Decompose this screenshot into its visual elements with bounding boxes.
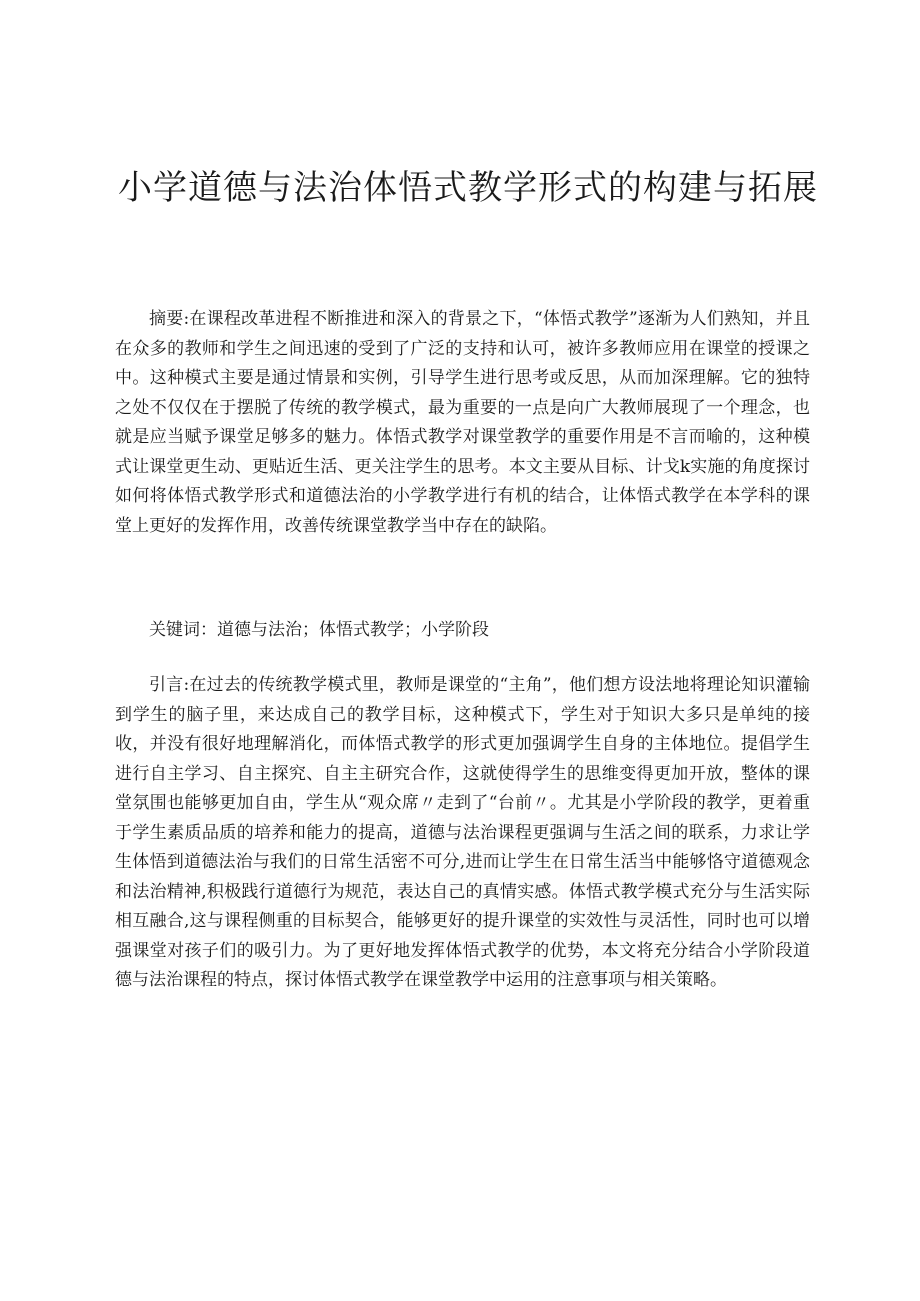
keywords-line: 关键词：道德与法治；体悟式教学；小学阶段 bbox=[149, 620, 489, 640]
introduction-paragraph: 引言:在过去的传统教学模式里，教师是课堂的“主角”，他们想方设法地将理论知识灌输到学生的脑子里，来达成自己的教学目标，这种模式下，学生对于知识大多只是单纯的接收，并没有很好地理解消化，而体悟式教学的形式更加强调学生自身的主体地位。提倡学生进行自主学习、自主探究、自主主研究合作，这就使得学生的思维变得更加开放，整体的课堂氛围也能够更加自由，学生从“观众席〃走到了“台前〃。尤其是小学阶段的教学，更着重于学生素质品质的培养和能力的提高，道德与法治课程更强调与生活之间的联系，力求让学生体悟到道德法治与我们的日常生活密不可分,进而让学生在日常生活当中能够恪守道德观念和法治精神,积极践行道德行为规范，表达自己的真情实感。体悟式教学模式充分与生活实际相互融合,这与课程侧重的目标契合，能够更好的提升课堂的实效性与灵活性，同时也可以增强课堂对孩子们的吸引力。为了更好地发挥体悟式教学的优势，本文将充分结合小学阶段道德与法治课程的特点，探讨体悟式教学在课堂教学中运用的注意事项与相关策略。 bbox=[115, 675, 810, 990]
document-title: 小学道德与法治体悟式教学形式的构建与拓展 bbox=[118, 168, 818, 208]
abstract-paragraph: 摘要:在课程改革进程不断推进和深入的背景之下，“体悟式教学”逐渐为人们熟知，并且在众多的教师和学生之间迅速的受到了广泛的支持和认可，被许多教师应用在课堂的授课之中。这种模式主要是通过情景和实例，引导学生进行思考或反思，从而加深理解。它的独特之处不仅仅在于摆脱了传统的教学模式，最为重要的一点是向广大教师展现了一个理念，也就是应当赋予课堂足够多的魅力。体悟式教学对课堂教学的重要作用是不言而喻的，这种模式让课堂更生动、更贴近生活、更关注学生的思考。本文主要从目标、计戈k实施的角度探讨如何将体悟式教学形式和道德法治的小学教学进行有机的结合，让体悟式教学在本学科的课堂上更好的发挥作用，改善传统课堂教学当中存在的缺陷。 bbox=[115, 309, 810, 536]
